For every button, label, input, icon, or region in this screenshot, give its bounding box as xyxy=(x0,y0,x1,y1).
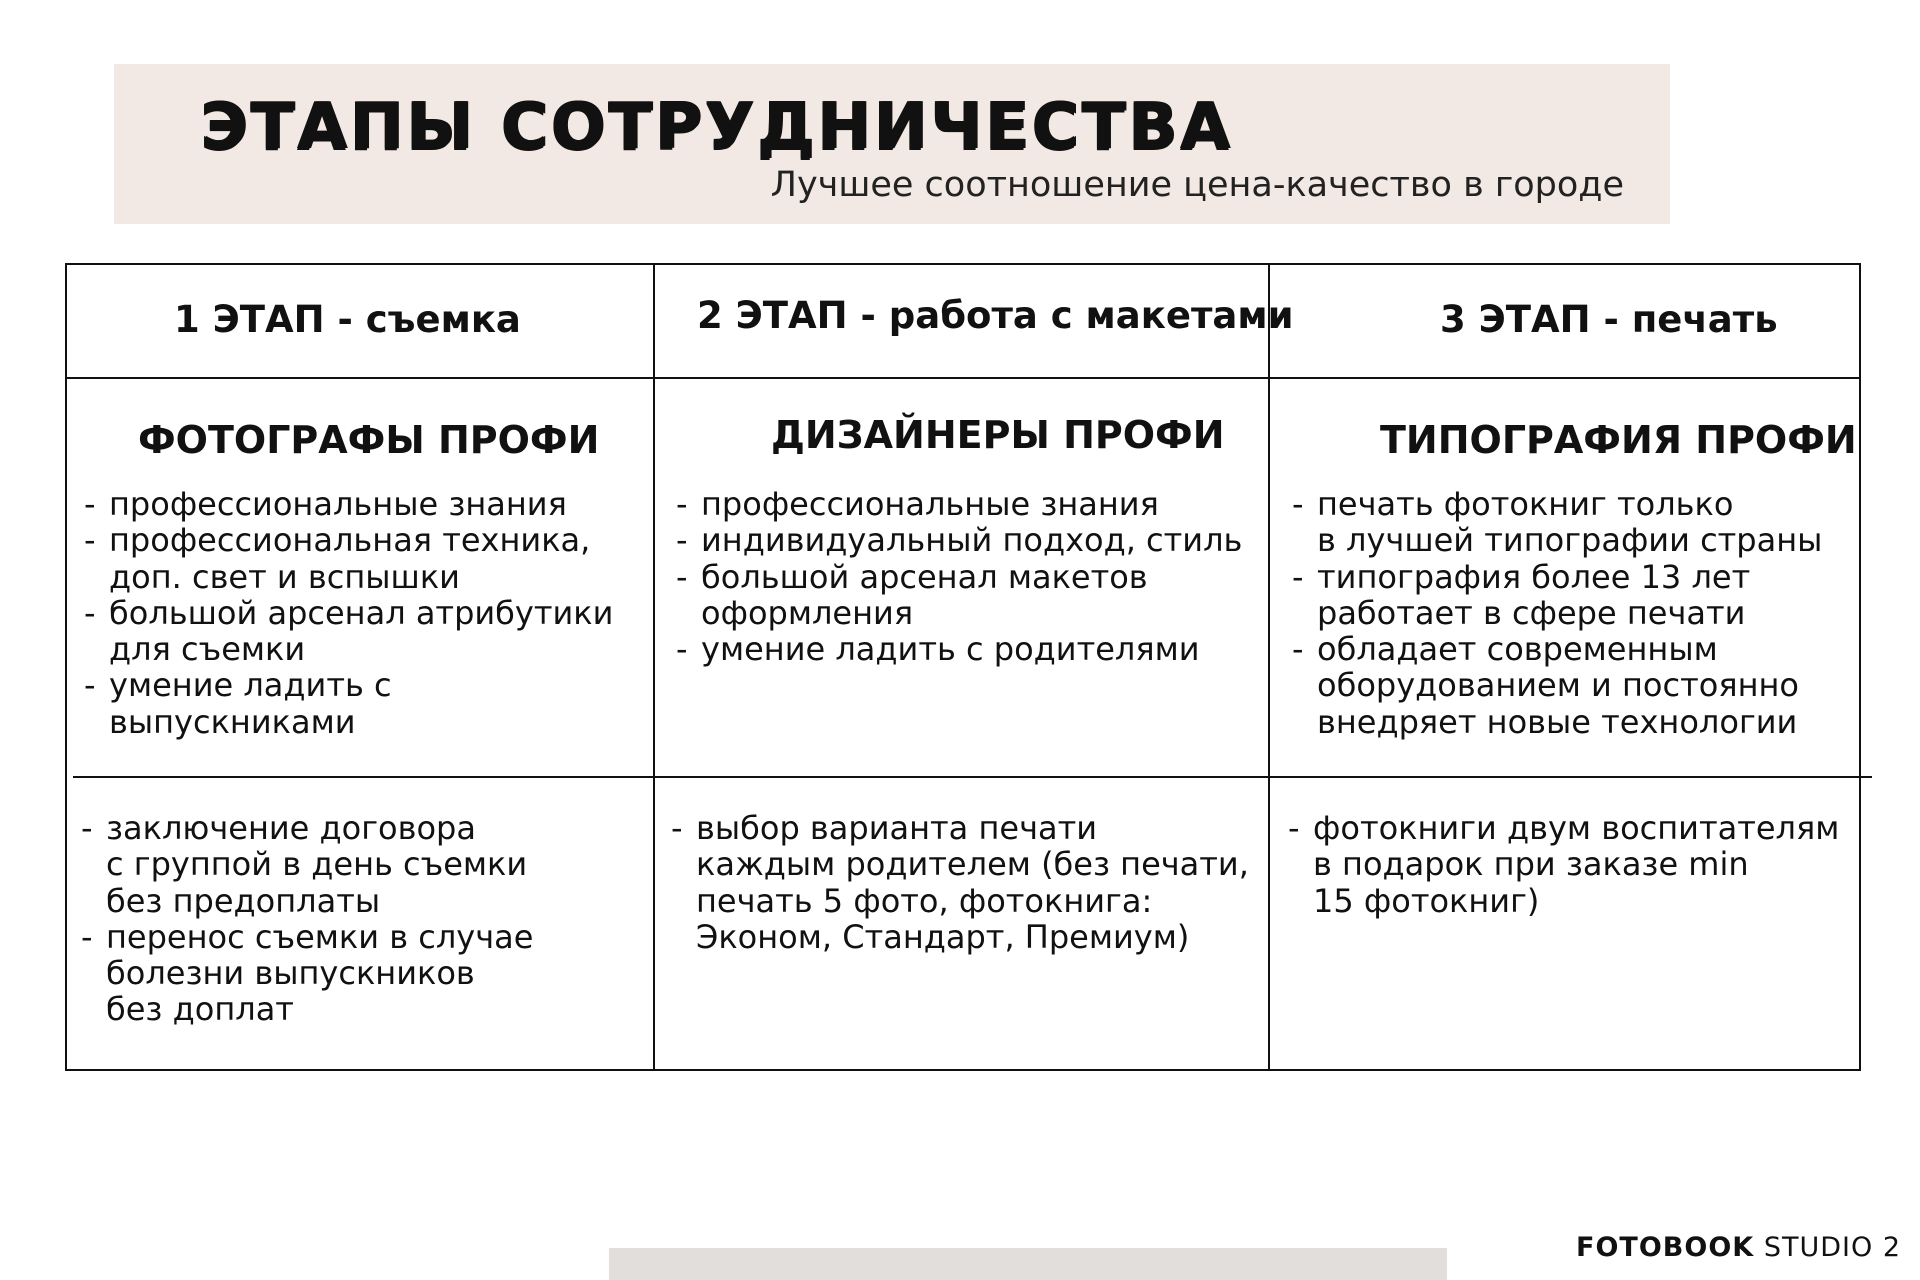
stage-3-features xyxy=(1292,486,1852,740)
feature-item: - профессиональные знания xyxy=(676,486,1256,522)
feature-item: - индивидуальный подход, стиль xyxy=(676,522,1256,558)
stage-3-title: 3 ЭТАП - печать xyxy=(1440,298,1778,341)
feature-item: - профессиональные знания xyxy=(84,486,644,522)
term-item: - заключение договора с группой в день съемки без предоплаты xyxy=(81,810,641,919)
photographers-title: ФОТОГРАФЫ ПРОФИ xyxy=(138,418,600,462)
stage-1-title: 1 ЭТАП - съемка xyxy=(174,298,521,341)
brand-footer xyxy=(1576,1232,1901,1263)
feature-item: - профессиональная техника, доп. свет и вспышки xyxy=(84,522,644,595)
feature-item: - большой арсенал атрибутики для съемки xyxy=(84,595,644,668)
page-subtitle: Лучшее соотношение цена-качество в городе xyxy=(770,165,1624,205)
typography-title: ТИПОГРАФИЯ ПРОФИ xyxy=(1380,418,1857,462)
brand-suffix: STUDIO xyxy=(1763,1232,1874,1263)
term-item: - фотокниги двум воспитателям в подарок при заказе min 15 фотокниг) xyxy=(1288,810,1853,919)
term-item: - выбор варианта печати каждым родителем (без печати, печать 5 фото, фотокнига: Эконом, Стандарт, Премиум) xyxy=(671,810,1256,955)
feature-item: - типография более 13 лет работает в сфере печати xyxy=(1292,559,1852,632)
feature-item: - обладает современным оборудованием и постоянно внедряет новые технологии xyxy=(1292,631,1852,740)
column-divider-1 xyxy=(653,263,655,1071)
stage-2-title: 2 ЭТАП - работа с макетами xyxy=(697,294,1294,337)
brand-name: FOTOBOOK xyxy=(1576,1232,1755,1263)
feature-item: - умение ладить с выпускниками xyxy=(84,667,644,740)
stage-2-features xyxy=(676,486,1256,667)
column-divider-2 xyxy=(1268,263,1270,1071)
feature-item: - умение ладить с родителями xyxy=(676,631,1256,667)
stage-3-terms xyxy=(1288,810,1853,919)
stage-1-features xyxy=(84,486,644,740)
feature-item: - печать фотокниг только в лучшей типографии страны xyxy=(1292,486,1852,559)
header-row-divider xyxy=(65,377,1861,379)
designers-title: ДИЗАЙНЕРЫ ПРОФИ xyxy=(771,413,1225,457)
feature-item: - большой арсенал макетов оформления xyxy=(676,559,1256,632)
stage-2-terms xyxy=(671,810,1256,955)
term-item: - перенос съемки в случае болезни выпускников без доплат xyxy=(81,919,641,1028)
page-number: 2 xyxy=(1882,1232,1901,1263)
page-title: ЭТАПЫ СОТРУДНИЧЕСТВА xyxy=(200,90,1233,164)
stage-1-terms xyxy=(81,810,641,1028)
bottom-bar xyxy=(609,1248,1447,1280)
terms-row-divider xyxy=(73,776,1872,778)
